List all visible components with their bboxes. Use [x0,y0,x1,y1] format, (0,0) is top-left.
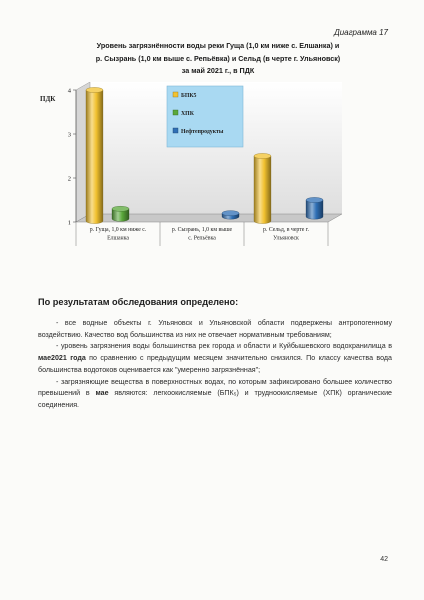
x-category-label: р. Сельд, в черте г. [263,227,309,233]
legend-label: ХПК [181,110,194,117]
emphasis-may-2021: мае2021 года [38,354,86,363]
chart-title [60,40,376,78]
bar-cylinder-top [112,206,129,211]
results-heading: По результатам обследования определено: [38,297,239,307]
results-paragraph-1: - все водные объекты г. Ульяновск и Ульяновской области подвержены антропогенному воздействию. Качество вод большинства из них не отвечает нормативным требованиям; [38,319,392,339]
diagram-number: Диаграмма 17 [334,28,388,37]
results-paragraph-3: - загрязняющие вещества в поверхностных водах, по которым зафиксировано большее количество превышений в мае являются: легкоокисляемые (БПК₅) и трудноокисляемые (ХПК) органические соединения. [38,377,392,409]
legend-label: БПК5 [181,92,197,99]
bar-cylinder-top [86,87,103,92]
chart-title-line-1: Уровень загрязнённости воды реки Гуща (1,0 км ниже с. Елшанка) и [96,41,340,50]
legend-swatch [173,92,178,97]
bar-cylinder-top [254,153,271,158]
y-axis-label: ПДК [40,95,56,103]
legend-swatch [173,128,178,133]
y-tick-label: 1 [67,219,71,227]
results-paragraph-2: - уровень загрязнения воды большинства рек города и области и Куйбышевского водохранилища в мае2021 года по сравнению с предыдущим месяцем значительно снизился. По классу качества вода большинства водотоков оценивается как "умеренно загрязнённая"; [38,342,392,374]
x-category-label: Елшанка [107,235,129,242]
legend-box [167,86,243,147]
y-tick-label: 3 [67,131,71,139]
bar-chart-3d [34,82,364,257]
chart-title-line-3: за май 2021 г., в ПДК [181,66,255,76]
x-category-label: Ульяновск [273,235,299,242]
bar-cylinder [254,156,271,224]
legend-swatch [173,110,178,115]
x-category-label: с. Репьёвка [188,235,216,242]
results-text [38,318,392,412]
y-tick-label: 4 [67,87,71,95]
bar-cylinder-top [222,211,239,216]
y-tick-label: 2 [67,175,71,183]
x-category-label: р. Гуща, 1,0 км ниже с. [89,227,147,233]
emphasis-may: мае [95,389,109,398]
bar-cylinder-top [306,197,323,202]
legend-label: Нефтепродукты [181,128,224,135]
bar-cylinder [306,200,323,219]
x-category-label: р. Сызрань, 1,0 км выше [171,227,233,233]
chart-container [34,82,364,257]
bar-cylinder [86,90,103,224]
page-number: 42 [380,556,388,563]
chart-title-line-2: р. Сызрань (1,0 км выше с. Репьёвка) и Сельд (в черте г. Ульяновск) [95,53,341,63]
